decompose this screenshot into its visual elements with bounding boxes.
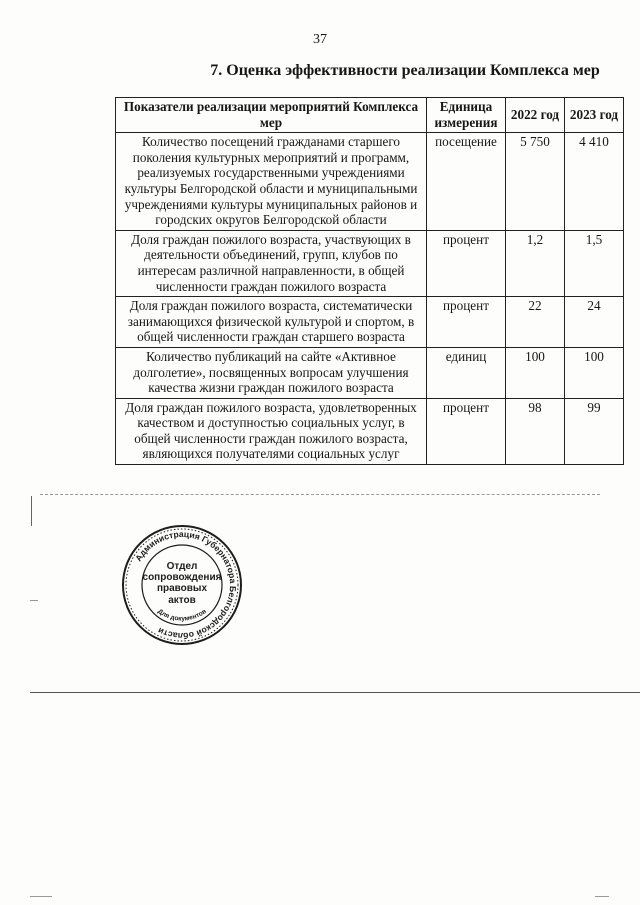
metrics-table [115,97,624,465]
svg-text:Для документов: Для документов [156,607,208,623]
value-2022-cell: 100 [506,347,565,398]
section-title: 7. Оценка эффективности реализации Комплекса мер [210,62,600,79]
unit-cell: процент [427,398,506,464]
unit-cell: посещение [427,133,506,231]
value-2022-cell: 5 750 [506,133,565,231]
indicator-cell: Количество посещений гражданами старшего поколения культурных мероприятий и программ, реализуемых государственными учреждениями культуры Белгородской области и муниципальными учреждениями культуры муниципальных районов и городских округов Белгородской области [116,133,427,231]
value-2023-cell: 4 410 [565,133,624,231]
section-title-wrap [0,62,640,80]
header-year-2023: 2023 год [565,98,624,133]
table-row [116,347,624,398]
table-row [116,297,624,348]
scan-solid-line [30,692,640,693]
indicator-cell: Доля граждан пожилого возраста, участвующих в деятельности объединений, групп, клубов по интересам различной направленности, в общей численности граждан пожилого возраста [116,230,427,296]
table-row [116,133,624,231]
scan-corner-mark [31,496,32,526]
value-2023-cell: 99 [565,398,624,464]
header-indicators: Показатели реализации мероприятий Комплекса мер [116,98,427,133]
value-2022-cell: 1,2 [506,230,565,296]
indicator-cell: Доля граждан пожилого возраста, удовлетворенных качеством и доступностью социальных услуг, в общей численности граждан пожилого возраста, являющихся получателями социальных услуг [116,398,427,464]
stamp-line: правовых [156,583,208,595]
svg-text:Администрация Губернатора Белг: Администрация Губернатора Белгородской области [133,528,239,642]
value-2022-cell: 98 [506,398,565,464]
unit-cell: процент [427,297,506,348]
indicator-cell: Доля граждан пожилого возраста, систематически занимающихся физической культурой и спортом, в общей численности граждан старшего возраста [116,297,427,348]
scan-margin-mark [595,896,609,897]
official-stamp [120,523,244,647]
value-2023-cell: 24 [565,297,624,348]
table-row [116,398,624,464]
table-row [116,230,624,296]
scan-margin-mark [30,600,38,601]
unit-cell: процент [427,230,506,296]
header-unit: Единица измерения [427,98,506,133]
stamp-line: сопровождения [142,572,222,584]
scan-margin-mark [30,896,52,897]
table-header-row [116,98,624,133]
page-number: 37 [313,32,327,47]
scan-dashed-line [40,494,600,495]
value-2023-cell: 1,5 [565,230,624,296]
value-2023-cell: 100 [565,347,624,398]
unit-cell: единиц [427,347,506,398]
stamp-center-text [120,561,244,606]
header-year-2022: 2022 год [506,98,565,133]
indicator-cell: Количество публикаций на сайте «Активное долголетие», посвященных вопросам улучшения качества жизни граждан пожилого возраста [116,347,427,398]
stamp-line: актов [168,594,196,606]
stamp-line: Отдел [166,561,198,572]
value-2022-cell: 22 [506,297,565,348]
